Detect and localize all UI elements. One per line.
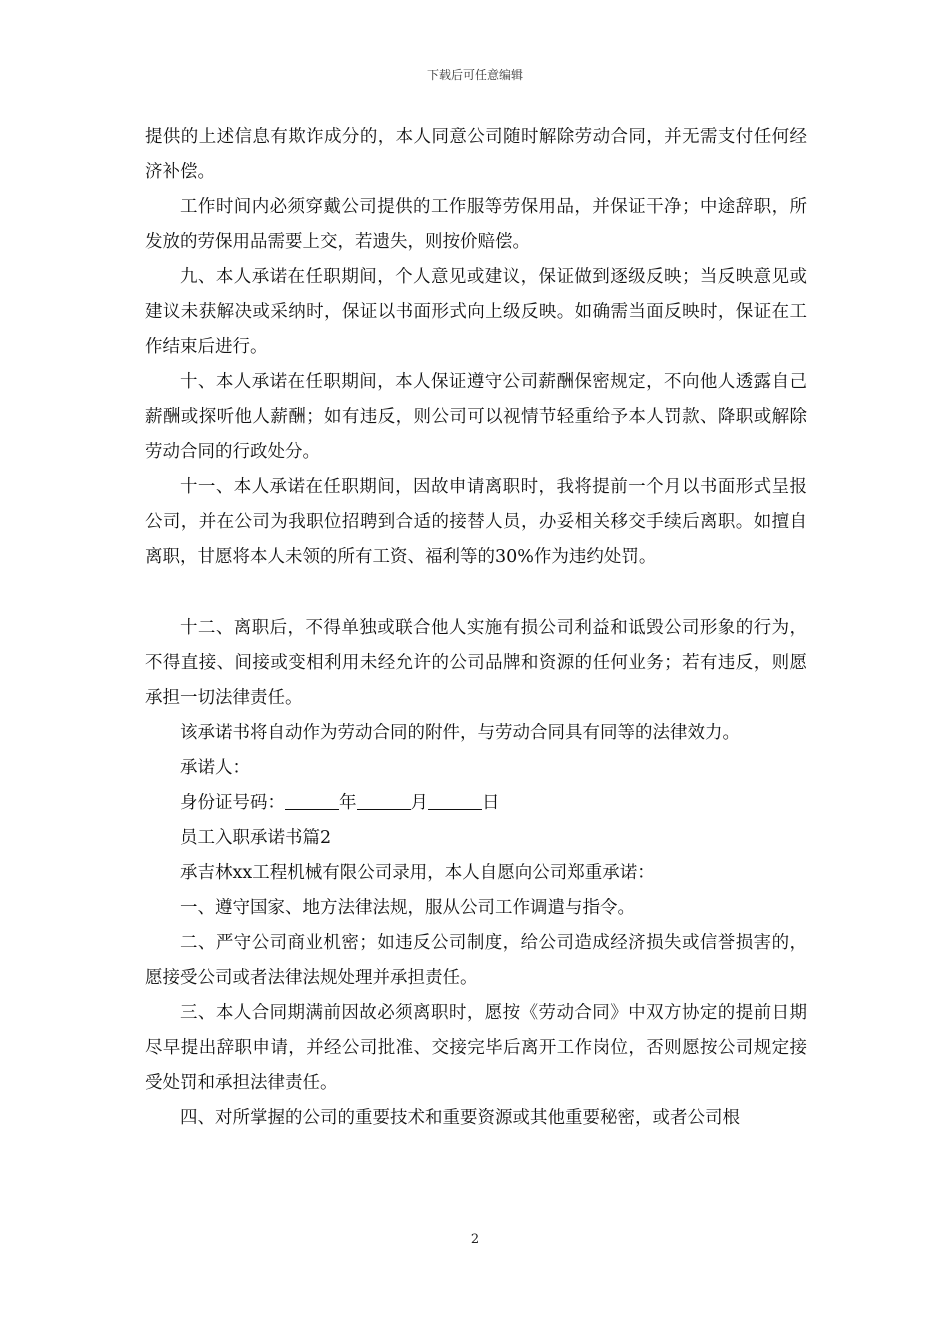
page-number: 2 xyxy=(470,1232,480,1247)
paragraph-clause-12: 十二、离职后，不得单独或联合他人实施有损公司利益和诋毁公司形象的行为，不得直接、间接或变相利用未经允许的公司品牌和资源的任何业务；若有违反，则愿承担一切法律责任。 xyxy=(145,618,807,708)
month-label: 月 xyxy=(410,793,428,813)
year-label: 年 xyxy=(339,793,357,813)
section-2-title: 员工入职承诺书篇2 xyxy=(180,828,332,848)
section-2-clause-2: 二、严守公司商业机密；如违反公司制度，给公司造成经济损失或信誉损害的，愿接受公司或者法律法规处理并承担责任。 xyxy=(145,933,807,988)
section-2-clause-3: 三、本人合同期满前因故必须离职时，愿按《劳动合同》中双方协定的提前日期尽早提出辞职申请，并经公司批准、交接完毕后离开工作岗位，否则愿按公司规定接受处罚和承担法律责任。 xyxy=(145,1003,807,1093)
paragraph-attachment-note: 该承诺书将自动作为劳动合同的附件，与劳动合同具有同等的法律效力。 xyxy=(180,723,740,743)
page-header: 下载后可任意编辑 xyxy=(426,68,523,82)
paragraph-clause-11: 十一、本人承诺在任职期间，因故申请离职时，我将提前一个月以书面形式呈报公司，并在公司为我职位招聘到合适的接替人员，办妥相关移交手续后离职。如擅自离职，甘愿将本人未领的所有工资、福利等的30%作为违约处罚。 xyxy=(145,477,807,567)
day-blank xyxy=(428,791,482,810)
promisor-label: 承诺人： xyxy=(180,758,250,778)
paragraph-clause-9: 九、本人承诺在任职期间，个人意见或建议，保证做到逐级反映；当反映意见或建议未获解决或采纳时，保证以书面形式向上级反映。如确需当面反映时，保证在工作结束后进行。 xyxy=(145,267,807,357)
id-number-label: 身份证号码： xyxy=(180,793,285,813)
day-label: 日 xyxy=(482,793,500,813)
paragraph-clause-10: 十、本人承诺在任职期间，本人保证遵守公司薪酬保密规定，不向他人透露自己薪酬或探听他人薪酬；如有违反，则公司可以视情节轻重给予本人罚款、降职或解除劳动合同的行政处分。 xyxy=(145,372,807,462)
month-blank xyxy=(357,791,411,810)
paragraph-uniform-clause: 工作时间内必须穿戴公司提供的工作服等劳保用品，并保证干净；中途辞职，所发放的劳保用品需要上交，若遗失，则按价赔偿。 xyxy=(145,197,807,252)
section-2-clause-4: 四、对所掌握的公司的重要技术和重要资源或其他重要秘密，或者公司根 xyxy=(180,1108,740,1128)
section-2-intro: 承吉林xx工程机械有限公司录用，本人自愿向公司郑重承诺： xyxy=(180,863,655,883)
section-2-clause-1: 一、遵守国家、地方法律法规，服从公司工作调遣与指令。 xyxy=(180,898,635,918)
year-blank xyxy=(285,791,339,810)
paragraph-continuation: 提供的上述信息有欺诈成分的，本人同意公司随时解除劳动合同，并无需支付任何经济补偿。 xyxy=(145,127,807,182)
document-body xyxy=(145,120,807,1136)
id-number-line xyxy=(145,786,807,821)
